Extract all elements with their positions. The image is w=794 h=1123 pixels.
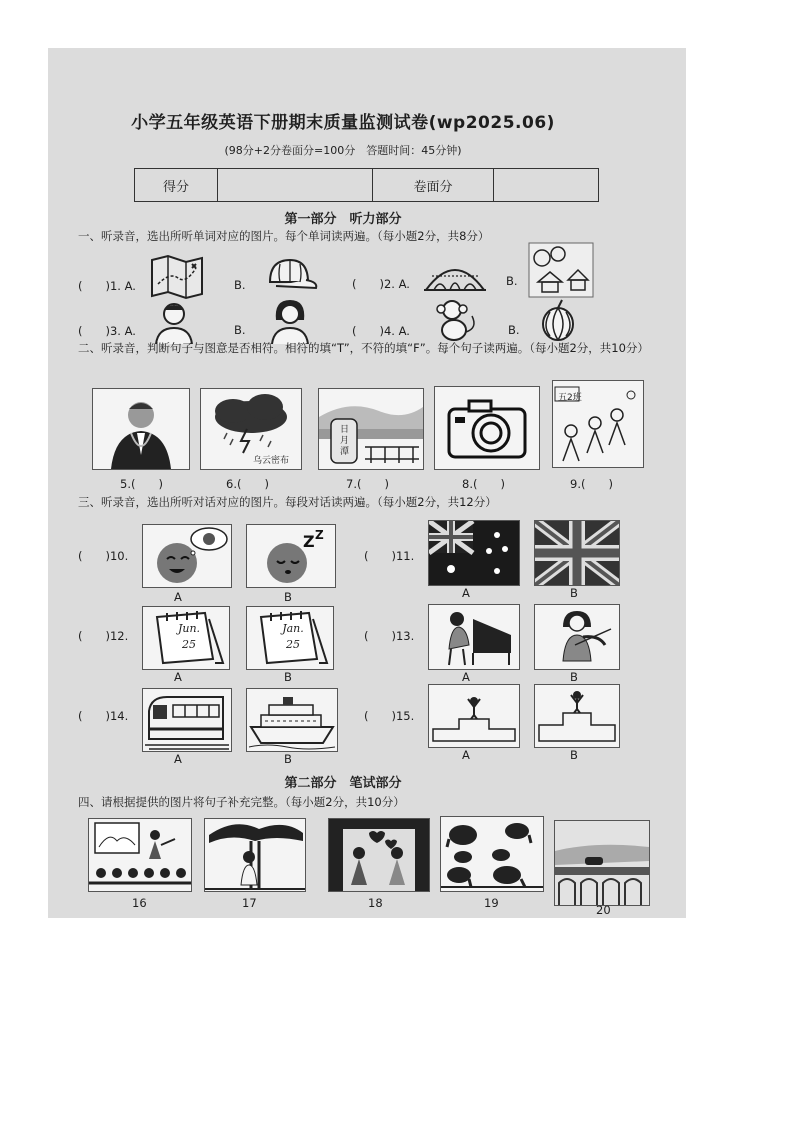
pic-17-tree-girl [204,818,306,892]
pic-13a-piano-girl [428,604,520,670]
section2-instruction: 二、听录音，判断句子与图意是否相符。相符的填“T”，不符的填“F”。每个句子读两遍。（每小题2分，共10分） [78,341,649,355]
pic-18-valentine [328,818,430,892]
q13-b: B [570,670,578,684]
pic-10a-eating-face [142,524,232,588]
blank-6[interactable]: 6.( ) [226,477,269,491]
pic-9-class-kids [552,380,644,468]
q3-label[interactable]: ( )3. A. [78,324,136,338]
blank-5[interactable]: 5.( ) [120,477,163,491]
pic-6-dark-clouds [200,388,302,470]
q13-a: A [462,670,470,684]
q3-b-label: B. [234,323,246,337]
man-icon [152,300,196,344]
pic-16-classroom [88,818,192,892]
section3-instruction: 三、听录音，选出所听对话对应的图片。每段对话读两遍。（每小题2分，共12分） [78,495,497,509]
q20-number: 20 [596,903,611,917]
part2-title: 第二部分 笔试部分 [284,776,402,791]
pic-11b-uk-flag [534,520,620,586]
score-table [134,168,599,202]
exam-title: 小学五年级英语下册期末质量监测试卷(wp2025.06) [131,113,555,133]
q10-b: B [284,590,292,604]
svg-text:Z: Z [303,532,315,551]
village-icon [528,242,594,298]
q2-label[interactable]: ( )2. A. [352,277,410,291]
score-cell[interactable] [218,169,373,202]
q15-b: B [570,748,578,762]
calendar-b-date: Jan. 25 [282,622,304,651]
pic-19-elephants [440,816,544,892]
svg-text:Z: Z [315,528,324,542]
q10-a: A [174,590,182,604]
watermelon-icon [540,298,576,342]
q12-a: A [174,670,182,684]
blank-7[interactable]: 7.( ) [346,477,389,491]
section4-instruction: 四、请根据提供的图片将句子补充完整。（每小题2分，共10分） [78,795,405,809]
q10-label[interactable]: ( )10. [78,549,129,563]
q1-label[interactable]: ( )1. A. [78,279,136,293]
q1-b-label: B. [234,278,246,292]
pic-14b-ship [246,688,338,752]
neat-cell[interactable] [494,169,599,202]
q14-a: A [174,752,182,766]
q18-number: 18 [368,896,383,910]
weather-caption: 乌云密布 [253,456,290,466]
cap-icon [262,254,320,294]
class-sign-text: 五2班 [558,393,582,403]
pic-13b-violin-girl [534,604,620,670]
pic-8-camera [434,386,540,470]
pic-20-bridge-car [554,820,650,906]
neat-label: 卷面分 [373,169,494,202]
blank-9[interactable]: 9.( ) [570,477,613,491]
q11-a: A [462,586,470,600]
bridge-icon [422,254,488,294]
pic-5-man-in-suit [92,388,190,470]
q15-label[interactable]: ( )15. [364,709,415,723]
q14-b: B [284,752,292,766]
q16-number: 16 [132,896,147,910]
lake-sign-text: 日月潭 [340,425,350,457]
q13-label[interactable]: ( )13. [364,629,415,643]
section1-instruction: 一、听录音，选出所听单词对应的图片。每个单词读两遍。（每小题2分，共8分） [78,229,490,243]
blank-8[interactable]: 8.( ) [462,477,505,491]
monkey-icon [432,298,478,344]
pic-15a-podium [428,684,520,748]
score-label: 得分 [135,169,218,202]
pic-7-lake-sign [318,388,424,470]
pic-15b-podium [534,684,620,748]
q4-b-label: B. [508,323,520,337]
woman-icon [266,298,314,344]
q17-number: 17 [242,896,257,910]
q19-number: 19 [484,896,499,910]
pic-11a-australia-flag [428,520,520,586]
q2-b-label: B. [506,274,518,288]
pic-14a-train [142,688,232,752]
q11-label[interactable]: ( )11. [364,549,415,563]
q12-label[interactable]: ( )12. [78,629,129,643]
part1-title: 第一部分 听力部分 [284,212,402,227]
exam-sheet [48,48,686,918]
q15-a: A [462,748,470,762]
q4-label[interactable]: ( )4. A. [352,324,410,338]
pic-10b-sleeping-face [246,524,336,588]
map-icon [148,254,206,300]
q14-label[interactable]: ( )14. [78,709,129,723]
q11-b: B [570,586,578,600]
pic-12a-calendar [142,606,230,670]
exam-subtitle: (98分+2分卷面分=100分 答题时间：45分钟) [224,144,462,157]
q12-b: B [284,670,292,684]
calendar-a-date: Jun. 25 [177,622,201,651]
pic-12b-calendar [246,606,334,670]
